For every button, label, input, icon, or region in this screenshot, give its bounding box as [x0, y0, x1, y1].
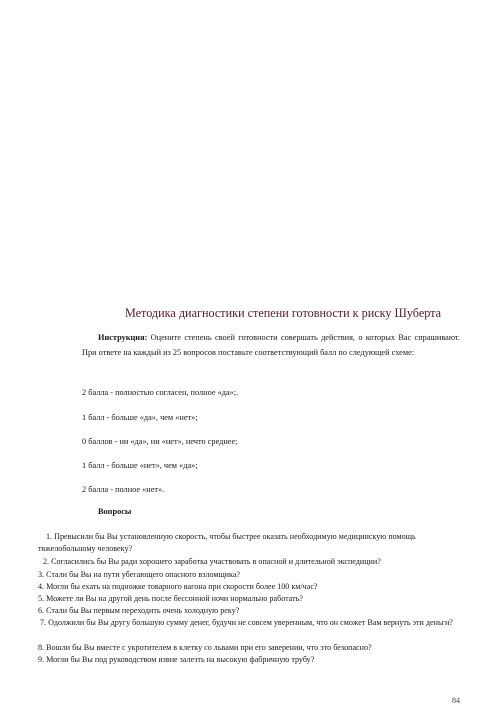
question-item: 8. Вошли бы Вы вместе с укротителем в клетку со львами при его заверении, что это безопасно? [38, 643, 372, 652]
scale-item: 2 балла - полностью согласен, полное «да»;. [82, 388, 239, 397]
question-item: 5. Можете ли Вы на другой день после бессонной ночи нормально работать? [38, 594, 303, 603]
instruction-label: Инструкция: [98, 333, 148, 342]
question-item: 2. Согласились бы Вы ради хорошего заработка участвовать в опасной и длительной экспедиции? [43, 557, 381, 566]
scale-item: 2 балла - полное «нет». [82, 485, 165, 494]
scale-item: 1 балл - больше «да», чем «нет»; [82, 413, 198, 422]
question-item: 3. Стали бы Вы на пути убегающего опасного взломщика? [38, 570, 241, 579]
scale-item: 0 баллов - ни «да», ни «нет», нечто среднее; [82, 437, 238, 446]
question-item: 9. Могли бы Вы под руководством извне залезть на высокую фабричную трубу? [38, 655, 315, 664]
question-item: 7. Одолжили бы Вы другу большую сумму денег, будучи не совсем уверенным, что он сможет Вам вернуть эти деньги? [40, 618, 453, 627]
question-item: 1. Превысили бы Вы установленную скорость, чтобы быстрее оказать необходимую медицинскую помощь тяжелобольному человеку? [38, 532, 416, 553]
page-number: 84 [452, 696, 460, 705]
question-item: 6. Стали бы Вы первым переходить очень холодную реку? [38, 606, 240, 615]
instruction-paragraph [82, 331, 460, 360]
question-item: 4. Могли бы ехать на подножке товарного вагона при скорости более 100 км/час? [38, 582, 318, 591]
scale-item: 1 балл - больше «нет», чем «да»; [82, 461, 198, 470]
instruction-text: Оцените степень своей готовности совершать действия, о которых Вас спрашивают. При ответе на каждый из 25 вопросов поставьте соответствующий балл по следующей схеме: [82, 333, 460, 357]
page-title: Методика диагностики степени готовности к риску Шуберта [124, 306, 442, 320]
questions-header: Вопросы [98, 507, 132, 516]
